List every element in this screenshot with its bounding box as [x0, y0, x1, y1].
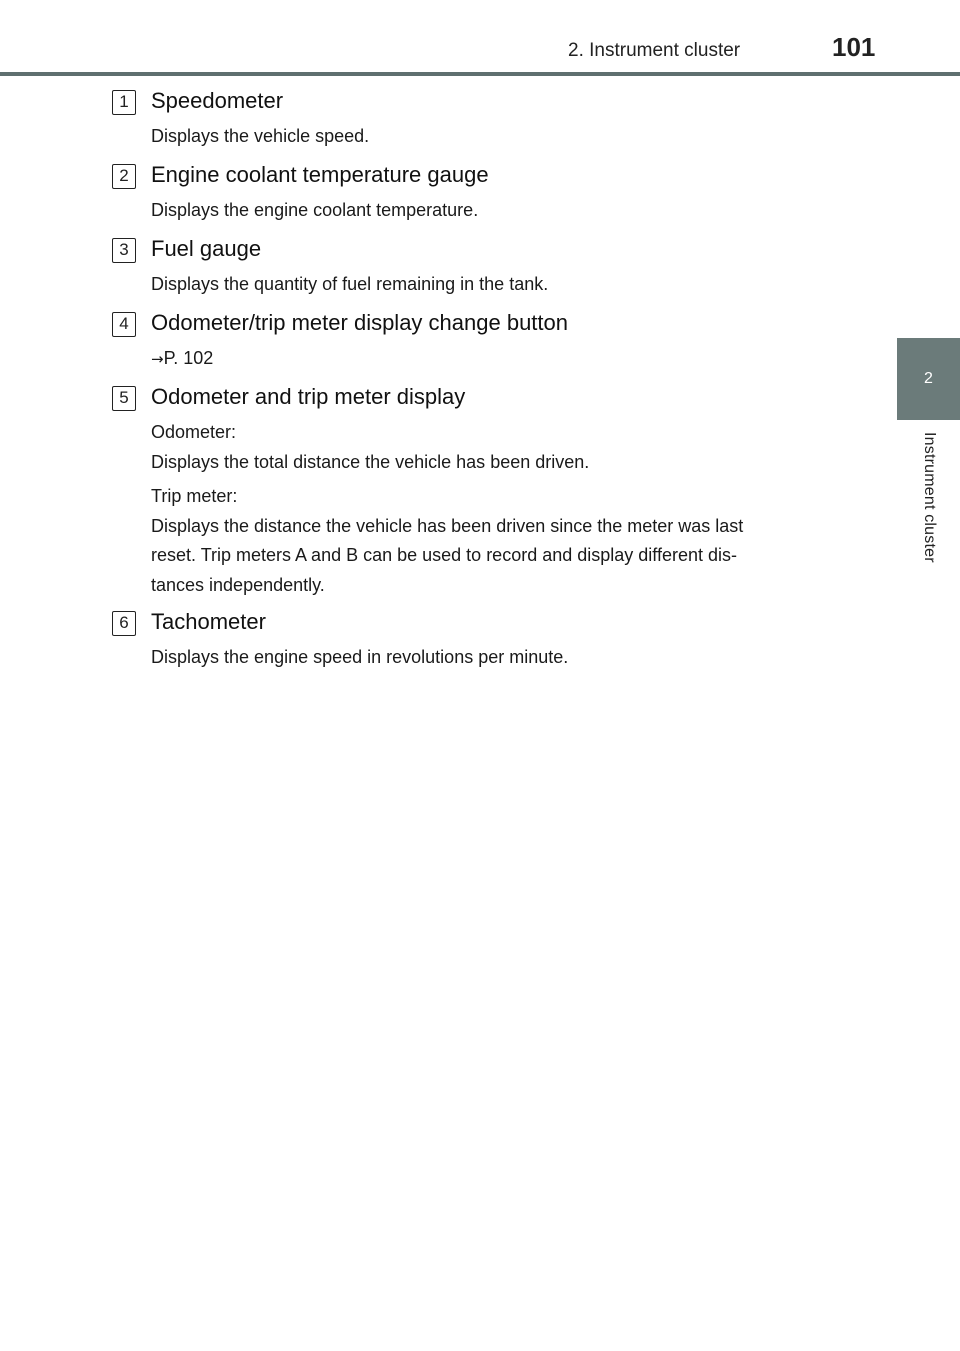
description-line: Trip meter:	[151, 486, 238, 506]
item-number: 3	[112, 238, 136, 263]
description-line: Displays the engine speed in revolutions per minute.	[151, 647, 569, 667]
item-number: 4	[112, 312, 136, 337]
page-reference[interactable]	[151, 344, 871, 375]
description-line: Displays the vehicle speed.	[151, 126, 370, 146]
item-title: Speedometer	[151, 88, 284, 113]
page-number: 101	[832, 32, 876, 62]
item-number: 6	[112, 611, 136, 636]
item-description	[151, 418, 871, 600]
item-description	[151, 643, 871, 673]
item-title: Fuel gauge	[151, 236, 262, 261]
description-line: Displays the engine coolant temperature.	[151, 200, 479, 220]
chapter-tab[interactable]: 2	[897, 338, 960, 420]
item-number: 1	[112, 90, 136, 115]
item-title: Tachometer	[151, 609, 266, 634]
item-title: Odometer/trip meter display change button	[151, 310, 569, 335]
item-title: Engine coolant temperature gauge	[151, 162, 489, 187]
item-number: 2	[112, 164, 136, 189]
description-line: Displays the total distance the vehicle has been driven.	[151, 451, 590, 472]
arrow-right-icon: →	[151, 350, 164, 368]
item-title: Odometer and trip meter display	[151, 384, 466, 409]
item-description	[151, 122, 871, 152]
item-number: 5	[112, 386, 136, 411]
item-description	[151, 270, 871, 300]
description-line: reset. Trip meters A and B can be used to record and display different dis-	[151, 545, 737, 565]
chapter-title: 2. Instrument cluster	[568, 40, 741, 61]
description-line: Displays the distance the vehicle has been driven since the meter was last	[151, 515, 744, 536]
description-line: tances independently.	[151, 574, 325, 595]
description-line: Displays the quantity of fuel remaining in the tank.	[151, 274, 549, 294]
header-divider	[0, 72, 960, 76]
item-description	[151, 344, 871, 375]
item-description	[151, 196, 871, 226]
description-line: Odometer:	[151, 422, 237, 442]
page-reference-label: P. 102	[163, 348, 214, 368]
chapter-tab-label: Instrument cluster	[921, 432, 938, 563]
